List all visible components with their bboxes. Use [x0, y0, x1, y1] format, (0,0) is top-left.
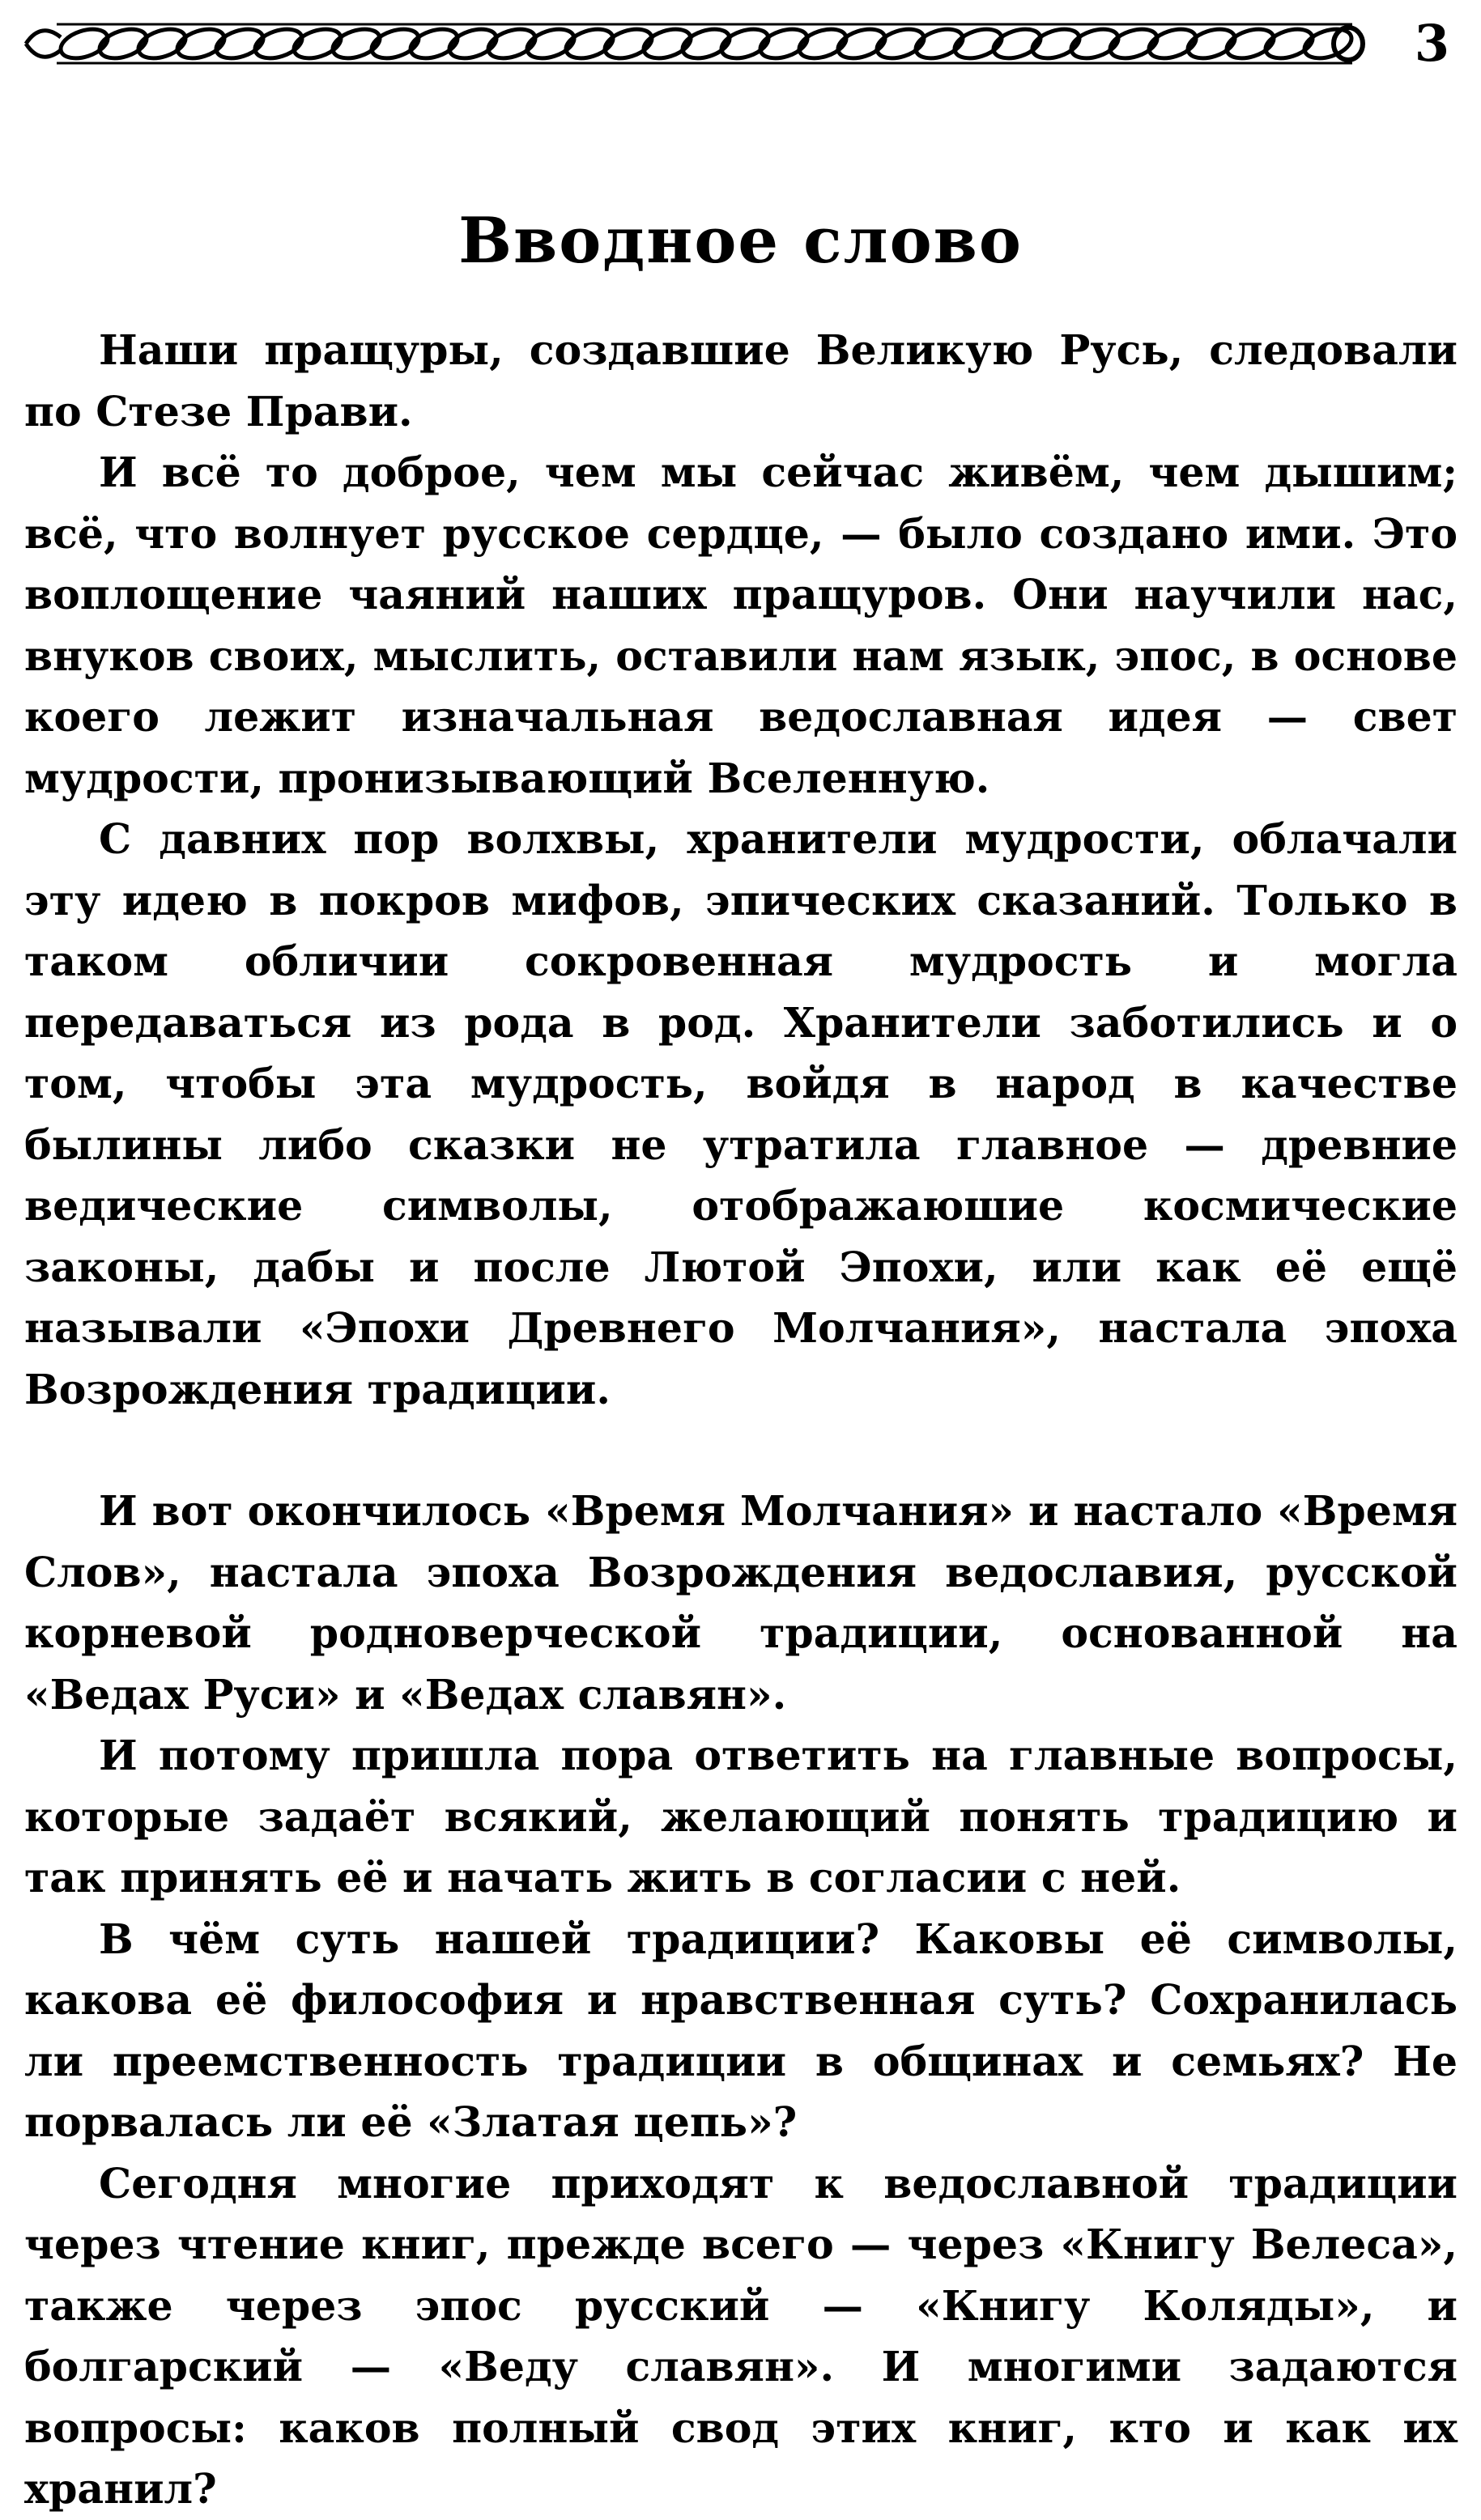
- paragraph: Сегодня многие приходят к ведославной традиции через чтение книг, прежде всего — через «Книгу Велеса», также через эпос русский — «Книгу Коляды», и болгарский — «Веду славян». И многими задаются вопросы: каков полный свод этих книг, кто и как их хранил?: [24, 2159, 1458, 2513]
- paragraph: И всё то доброе, чем мы сейчас живём, чем дышим; всё, что волнует русское сердце, — было создано ими. Это воплощение чаяний наших пращуров. Они научили нас, внуков своих, мыслить, оставили нам язык, эпос, в основе коего лежит изначальная ведославная идея — свет мудрости, пронизывающий Вселенную.: [24, 448, 1458, 802]
- paragraph: С давних пор волхвы, хранители мудрости, облачали эту идею в покров мифов, эпических сказаний. Только в таком обличии сокровенная мудрость и могла передаваться из рода в род. Хранители заботились и о том, чтобы эта мудрость, войдя в народ в качестве былины либо сказки не утратила главное — древние ведические символы, отображаюшие космические законы, дабы и после Лютой Эпохи, или как её ещё называли «Эпохи Древнего Молчания», настала эпоха Возрождения традиции.: [24, 815, 1458, 1413]
- paragraph: Наши пращуры, создавшие Великую Русь, следовали по Стезе Прави.: [24, 326, 1458, 436]
- page-title: Вводное слово: [458, 204, 1023, 278]
- body-text: [24, 320, 1458, 2520]
- section-gap: [24, 1420, 1458, 1481]
- braided-ornament-border: [24, 19, 1368, 68]
- page-header: [24, 15, 1458, 79]
- paragraph: И вот окончилось «Время Молчания» и настало «Время Слов», настала эпоха Возрождения ведославия, русской корневой родноверческой традиции, основанной на «Ведах Руси» и «Ведах славян».: [24, 1487, 1458, 1719]
- paragraph: В чём суть нашей традиции? Каковы её символы, какова её философия и нравственная суть? Сохранилась ли преемственность традиции в общинах и семьях? Не порвалась ли её «Златая цепь»?: [24, 1914, 1458, 2146]
- paragraph: И потому пришла пора ответить на главные вопросы, которые задаёт всякий, желающий понять традицию и так принять её и начать жить в согласии с ней.: [24, 1732, 1458, 1902]
- page-number: 3: [1414, 14, 1449, 73]
